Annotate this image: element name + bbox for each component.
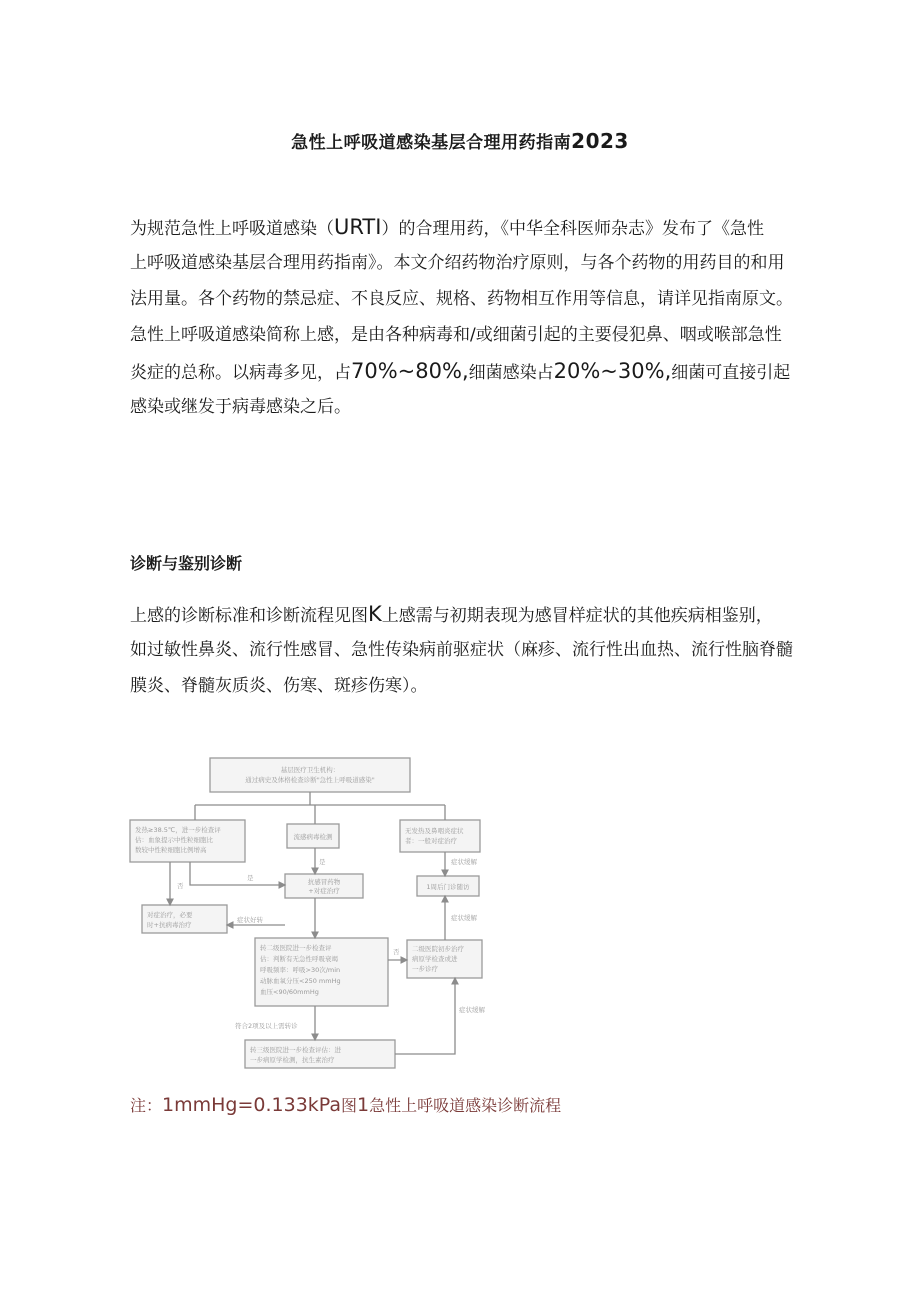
flow-line: [195, 792, 445, 824]
flow-label: 症状好转: [237, 916, 263, 924]
flow-text: 一步诊疗: [412, 965, 438, 973]
flow-text: 时+抗病毒治疗: [147, 921, 192, 929]
flowchart-figure: [125, 750, 505, 1085]
flow-text: 呼吸频率：呼吸>30次/min: [260, 966, 341, 974]
flow-label: 是: [247, 874, 254, 882]
intro-line: [130, 353, 802, 389]
intro-paragraph: [130, 209, 802, 425]
flow-label: 否: [177, 882, 184, 890]
flow-text: 一步病原学检测，抗生素治疗: [250, 1056, 335, 1064]
flow-label: 症状缓解: [459, 1006, 485, 1014]
intro-line: 感染或继发于病毒感染之后。: [130, 397, 351, 417]
caption-prefix: 注：: [130, 1096, 163, 1115]
flow-text: 通过病史及体格检查诊断"急性上呼吸道感染": [245, 776, 375, 784]
flow-text: 流感病毒检测: [293, 833, 333, 841]
flow-text: +对症治疗: [308, 887, 340, 895]
text-percent: 20%~30%,: [553, 359, 672, 383]
flow-label: 是: [319, 858, 326, 866]
flow-box-right1: [400, 820, 480, 852]
section-heading: 诊断与鉴别诊断: [130, 554, 243, 573]
flow-text: 基层医疗卫生机构：: [280, 766, 340, 774]
flow-text: 发热≥38.5℃，进一步检查评: [135, 826, 221, 834]
flow-text: 估：判断有无急性呼吸衰竭: [260, 955, 338, 963]
intro-line: 急性上呼吸道感染简称上感，是由各种病毒和/或细菌引起的主要侵犯鼻、咽或喉部急性: [130, 325, 782, 345]
text: 细菌可直接引起: [671, 363, 791, 383]
flow-text: 病原学检查或进: [412, 955, 458, 963]
caption-num: 1: [357, 1094, 370, 1116]
flow-arrow: [395, 978, 455, 1054]
flow-text: 者：一般对症治疗: [405, 837, 457, 845]
flow-text: 转三级医院进一步检查评估：进: [250, 1046, 341, 1054]
text-k: K: [368, 602, 382, 626]
flow-text: 无发热及鼻咽炎症状: [405, 827, 464, 835]
caption-formula: 1mmHg=0.133kPa: [162, 1094, 342, 1116]
flow-text: 抗感冒药物: [307, 878, 341, 886]
flow-label: 症状缓解: [451, 914, 477, 922]
page-title: [0, 128, 920, 153]
text: ）的合理用药，《中华全科医师杂志》发布了《急性: [381, 219, 764, 239]
flow-text: 数较中性粒细胞比例增高: [135, 846, 207, 854]
flow-text: 对症治疗，必要: [147, 911, 193, 919]
flow-label: 症状缓解: [451, 858, 477, 866]
flow-arrow: [190, 862, 285, 885]
flowchart-svg: [125, 750, 505, 1085]
flow-text: 二级医院初步治疗: [412, 945, 464, 953]
flow-label: 否: [393, 948, 400, 956]
intro-line: 法用量。各个药物的禁忌症、不良反应、规格、药物相互作用等信息，请详见指南原文。: [130, 289, 793, 309]
diagnosis-line: 如过敏性鼻炎、流行性感冒、急性传染病前驱症状（麻疹、流行性出血热、流行性脑脊髓: [130, 640, 793, 660]
text-urti: URTI: [334, 215, 382, 239]
intro-line: [130, 209, 802, 245]
flow-label: 符合2项及以上需转诊: [235, 1022, 298, 1030]
flow-text: 血压<90/60mmHg: [260, 988, 319, 996]
diagnosis-paragraph: [130, 596, 802, 704]
intro-line: 上呼吸道感染基层合理用药指南》。本文介绍药物治疗原则，与各个药物的用药目的和用: [130, 253, 785, 273]
text: 上感需与初期表现为感冒样症状的其他疾病相鉴别，: [381, 606, 773, 626]
diagnosis-line: 膜炎、脊髓灰质炎、伤寒、斑疹伤寒）。: [130, 676, 428, 696]
flow-text: 动脉血氧分压<250 mmHg: [260, 977, 341, 985]
flow-box-top: [210, 758, 410, 792]
text: 炎症的总称。以病毒多见，占: [130, 363, 351, 383]
flow-text: 1周后门诊随访: [426, 883, 470, 891]
text: 细菌感染占: [468, 363, 554, 383]
text: 为规范急性上呼吸道感染（: [130, 219, 334, 239]
flow-text: 转二级医院进一步检查评: [260, 944, 332, 952]
title-year: 2023: [571, 129, 629, 153]
text: 上感的诊断标准和诊断流程见图: [130, 606, 368, 626]
title-main: 急性上呼吸道感染基层合理用药指南: [291, 133, 572, 153]
figure-caption: [130, 1093, 561, 1116]
caption-fig: 图: [341, 1096, 358, 1115]
caption-text: 急性上呼吸道感染诊断流程: [369, 1096, 562, 1115]
flow-text: 估：血象提示中性粒细胞比: [135, 836, 213, 844]
diagnosis-line: [130, 596, 802, 632]
text-percent: 70%~80%,: [351, 359, 469, 383]
